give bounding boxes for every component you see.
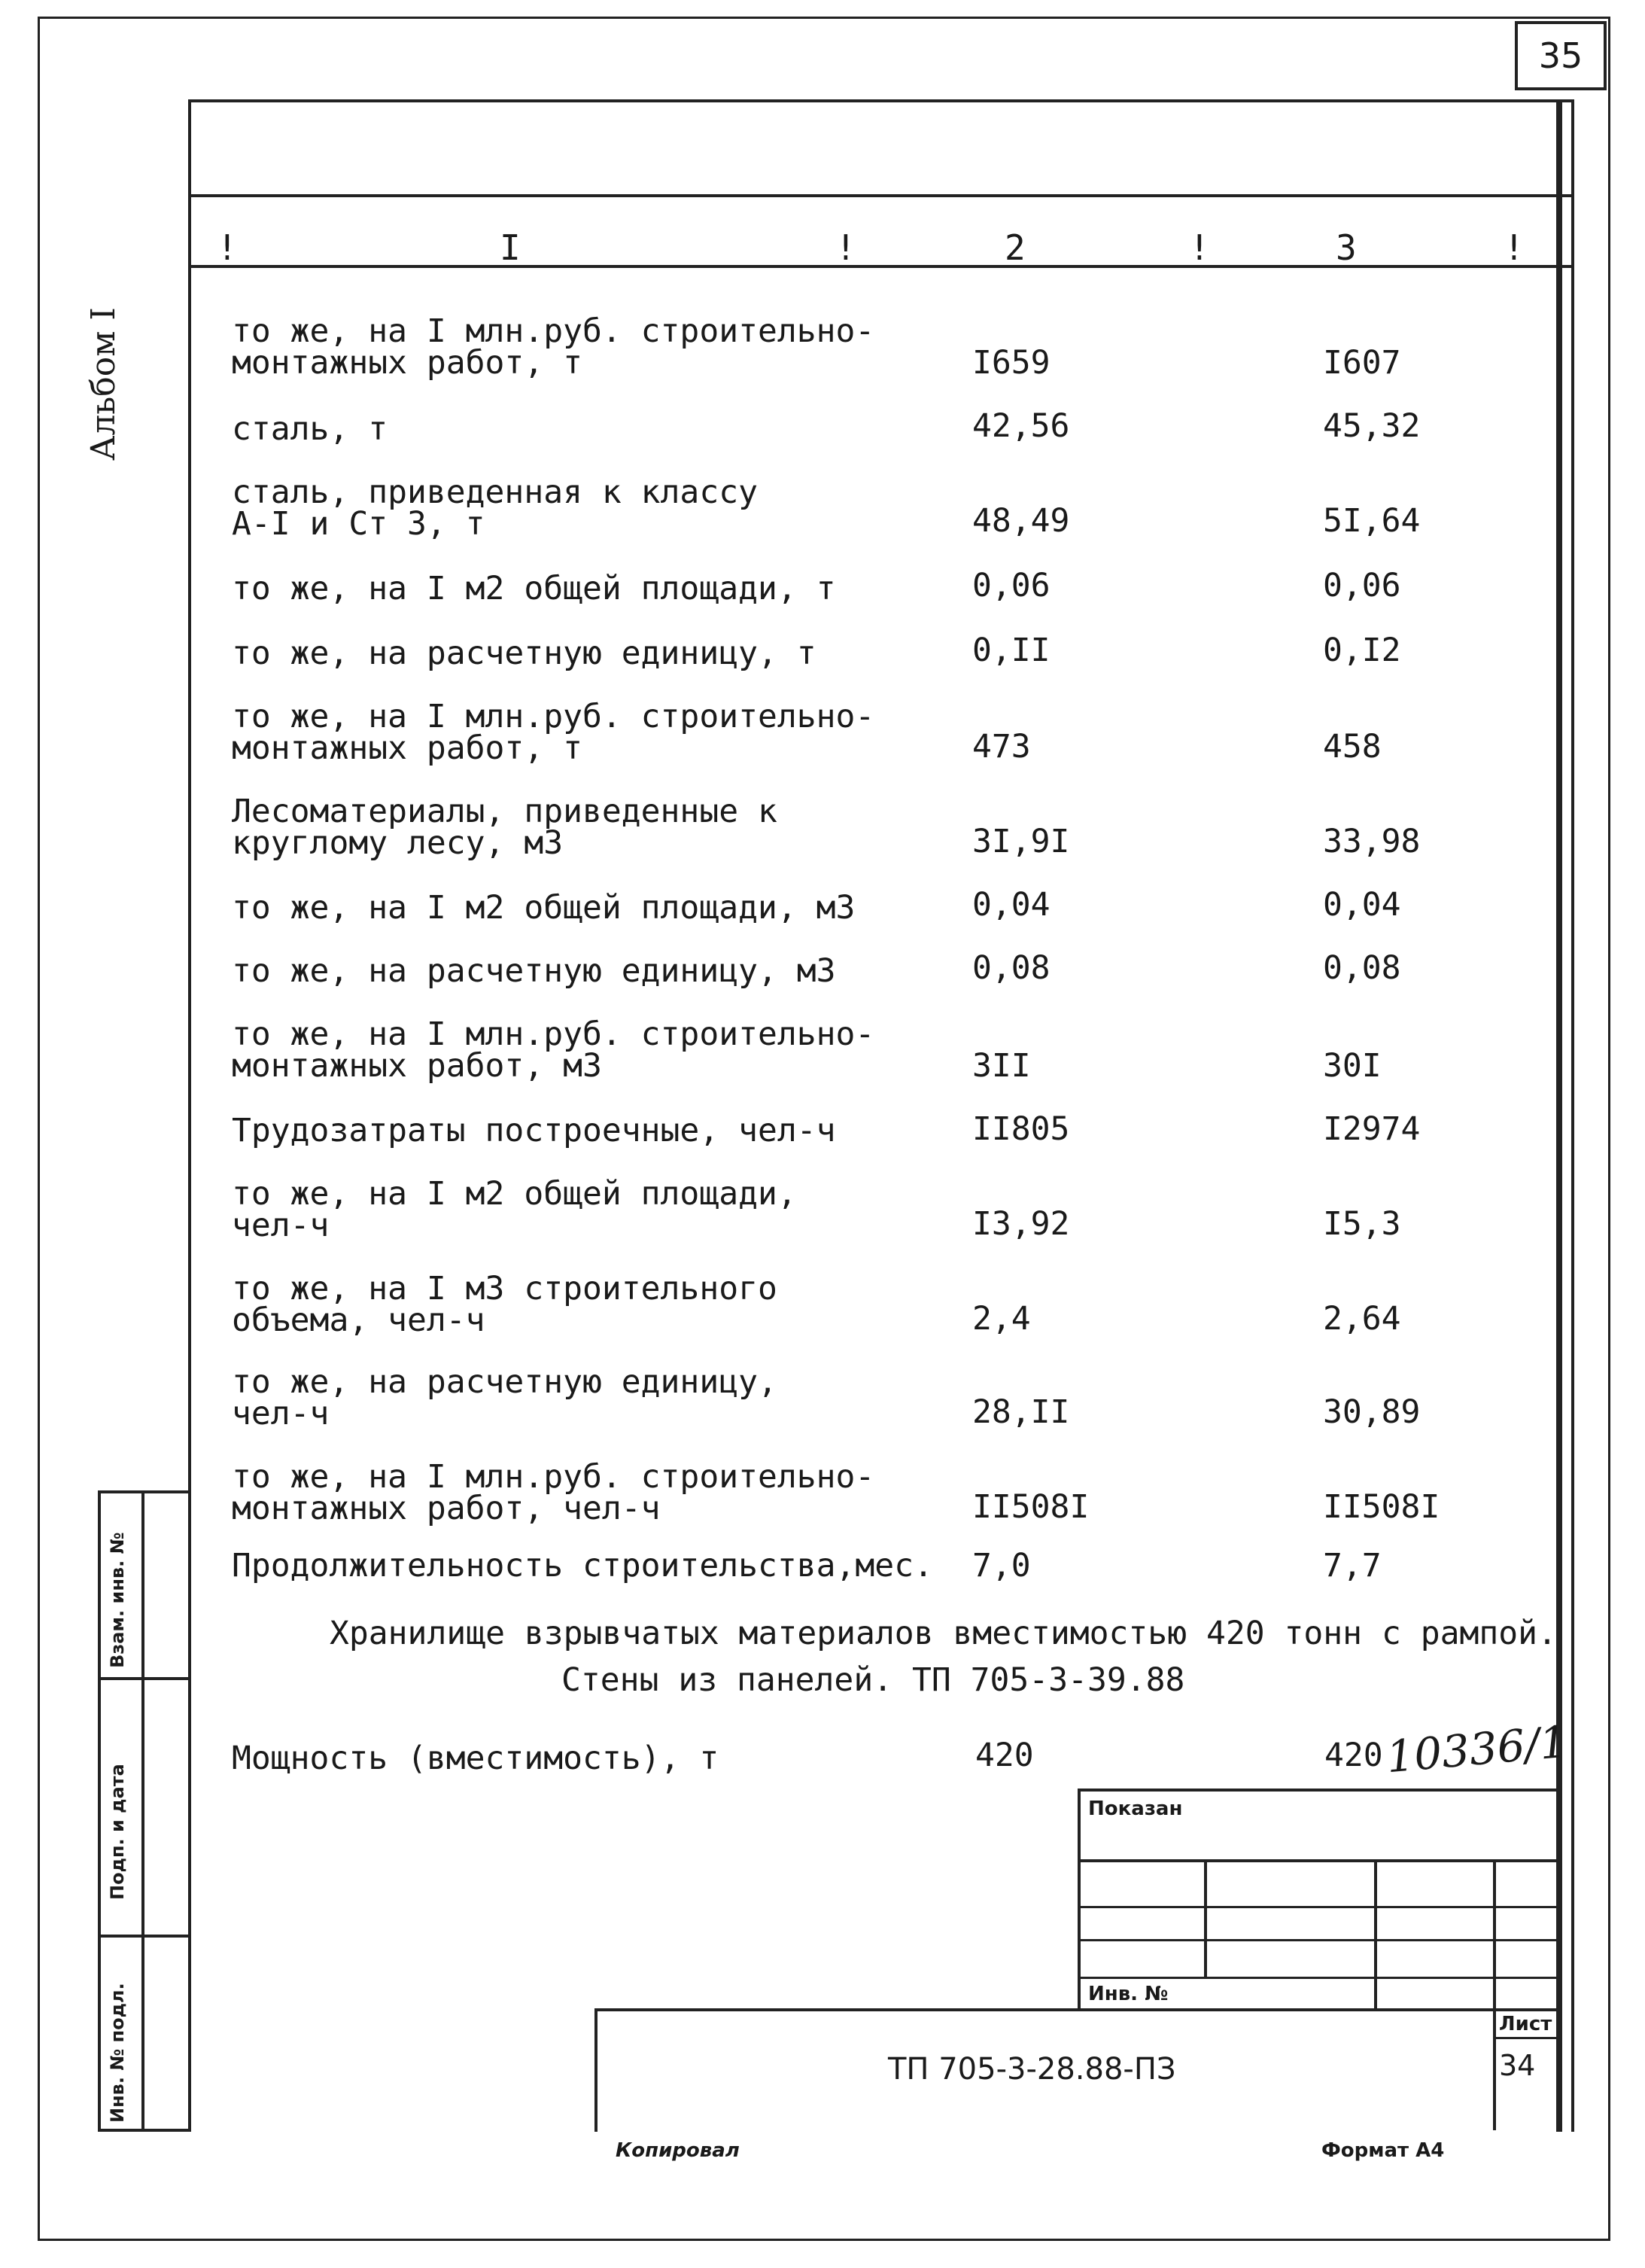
column-header-rule (188, 265, 1574, 268)
table-cell-col2: 7,0 (972, 1547, 1031, 1585)
table-row-label: то же, на расчетную единицу, м3 (232, 952, 836, 990)
table-row-label: то же, на I м2 общей площади, (232, 1175, 797, 1213)
page-number: 35 (1515, 21, 1607, 90)
table-cell-col3: 0,06 (1323, 567, 1401, 604)
sheet-rule (1493, 2037, 1562, 2039)
stamp-rule (1078, 1859, 1562, 1862)
table-row-label: Трудозатраты построечные, чел-ч (232, 1112, 836, 1149)
table-row-label: А-I и Ст 3, т (232, 505, 485, 543)
table-row-label: монтажных работ, т (232, 729, 582, 767)
section-title-line1: Хранилище взрывчатых материалов вместимостью 420 тонн с рампой. (330, 1615, 1557, 1652)
table-cell-col2: 42,56 (972, 407, 1070, 445)
table-cell-col2: 3II (972, 1047, 1031, 1085)
side-stamp-rule (98, 1677, 188, 1680)
col-header-3: 3 (1336, 227, 1357, 268)
table-row-label: объема, чел-ч (232, 1301, 485, 1339)
table-cell-col2: 473 (972, 728, 1031, 766)
table-row-label: то же, на расчетную единицу, (232, 1363, 777, 1401)
table-cell-col3: I2974 (1323, 1110, 1421, 1148)
col-header-1: I (500, 227, 521, 268)
table-cell-col3: 0,I2 (1323, 632, 1401, 669)
table-row-label: то же, на I м2 общей площади, т (232, 570, 836, 607)
stamp-shown-label: Показан (1088, 1798, 1183, 1820)
table-cell-col2: I659 (972, 344, 1051, 382)
album-label: Альбом I (84, 307, 123, 461)
stamp-rule (1078, 1939, 1562, 1941)
table-row-label: чел-ч (232, 1207, 330, 1244)
header-rule (188, 194, 1574, 197)
capacity-col2: 420 (975, 1737, 1034, 1774)
table-cell-col3: II508I (1323, 1488, 1440, 1526)
stamp-col-line (1204, 1859, 1207, 1977)
footer-format: Формат А4 (1321, 2139, 1445, 2162)
table-cell-col2: II805 (972, 1110, 1070, 1148)
table-cell-col3: 0,08 (1323, 949, 1401, 987)
table-cell-col3: I607 (1323, 344, 1401, 382)
side-stamp-divider (141, 1490, 144, 2132)
table-row-label: то же, на I млн.руб. строительно- (232, 312, 875, 350)
table-row-label: сталь, т (232, 410, 388, 448)
table-cell-col2: I3,92 (972, 1205, 1070, 1243)
table-row-label: Лесоматериалы, приведенные к (232, 793, 777, 830)
col-sep-1: ! (217, 227, 238, 268)
table-row-label: то же, на I млн.руб. строительно- (232, 698, 875, 735)
col-sep-3: ! (1189, 227, 1210, 268)
capacity-label: Мощность (вместимость), т (232, 1740, 719, 1777)
stamp-rule (1078, 1906, 1562, 1908)
table-row-label: круглому лесу, м3 (232, 824, 564, 862)
side-stamp-rule (98, 1935, 188, 1938)
table-cell-col2: 0,II (972, 632, 1051, 669)
footer-copied: Копировал (616, 2139, 740, 2162)
side-inv-podl: Инв. № подл. (107, 1983, 128, 2123)
table-row-label: монтажных работ, м3 (232, 1047, 602, 1085)
table-cell-col2: 2,4 (972, 1300, 1031, 1338)
table-cell-col2: II508I (972, 1488, 1090, 1526)
table-cell-col3: 5I,64 (1323, 502, 1421, 540)
table-row-label: монтажных работ, чел-ч (232, 1490, 661, 1527)
side-podp-data: Подп. и дата (107, 1764, 128, 1900)
table-cell-col3: 45,32 (1323, 407, 1421, 445)
col-sep-2: ! (835, 227, 856, 268)
table-cell-col2: 28,II (972, 1393, 1070, 1431)
table-cell-col3: 0,04 (1323, 886, 1401, 924)
table-row-label: то же, на I м3 строительного (232, 1270, 777, 1308)
table-cell-col2: 0,08 (972, 949, 1051, 987)
col-header-2: 2 (1005, 227, 1026, 268)
document-code: ТП 705-3-28.88-ПЗ (888, 2052, 1176, 2087)
table-cell-col3: 33,98 (1323, 823, 1421, 860)
table-cell-col3: 30I (1323, 1047, 1382, 1085)
table-row-label: то же, на I млн.руб. строительно- (232, 1458, 875, 1496)
sheet-number: 34 (1499, 2049, 1536, 2082)
table-cell-col3: 30,89 (1323, 1393, 1421, 1431)
table-cell-col3: 7,7 (1323, 1547, 1382, 1585)
table-cell-col3: 458 (1323, 728, 1382, 766)
table-row-label: Продолжительность строительства,мес. (232, 1547, 933, 1585)
stamp-inv-label: Инв. № (1088, 1983, 1169, 2005)
col-sep-4: ! (1504, 227, 1525, 268)
table-cell-col2: 0,04 (972, 886, 1051, 924)
table-cell-col2: 0,06 (972, 567, 1051, 604)
table-row-label: чел-ч (232, 1395, 330, 1432)
section-title-line2: Стены из панелей. ТП 705-3-39.88 (561, 1661, 1185, 1699)
side-vzam-inv: Взам. инв. № (107, 1532, 128, 1668)
table-row-label: монтажных работ, т (232, 344, 582, 382)
table-cell-col3: I5,3 (1323, 1205, 1401, 1243)
stamp-rule (1078, 1977, 1562, 1979)
table-row-label: то же, на I м2 общей площади, м3 (232, 889, 856, 927)
table-cell-col2: 3I,9I (972, 823, 1070, 860)
table-cell-col2: 48,49 (972, 502, 1070, 540)
table-row-label: то же, на расчетную единицу, т (232, 635, 816, 672)
table-row-label: то же, на I млн.руб. строительно- (232, 1015, 875, 1053)
table-cell-col3: 2,64 (1323, 1300, 1401, 1338)
handwritten-number: 10336/1 (1384, 1715, 1570, 1783)
sheet-label: Лист (1499, 2013, 1552, 2035)
table-row-label: сталь, приведенная к классу (232, 473, 758, 511)
capacity-col3: 420 (1324, 1737, 1383, 1774)
stamp-col-line (1374, 1859, 1377, 2011)
